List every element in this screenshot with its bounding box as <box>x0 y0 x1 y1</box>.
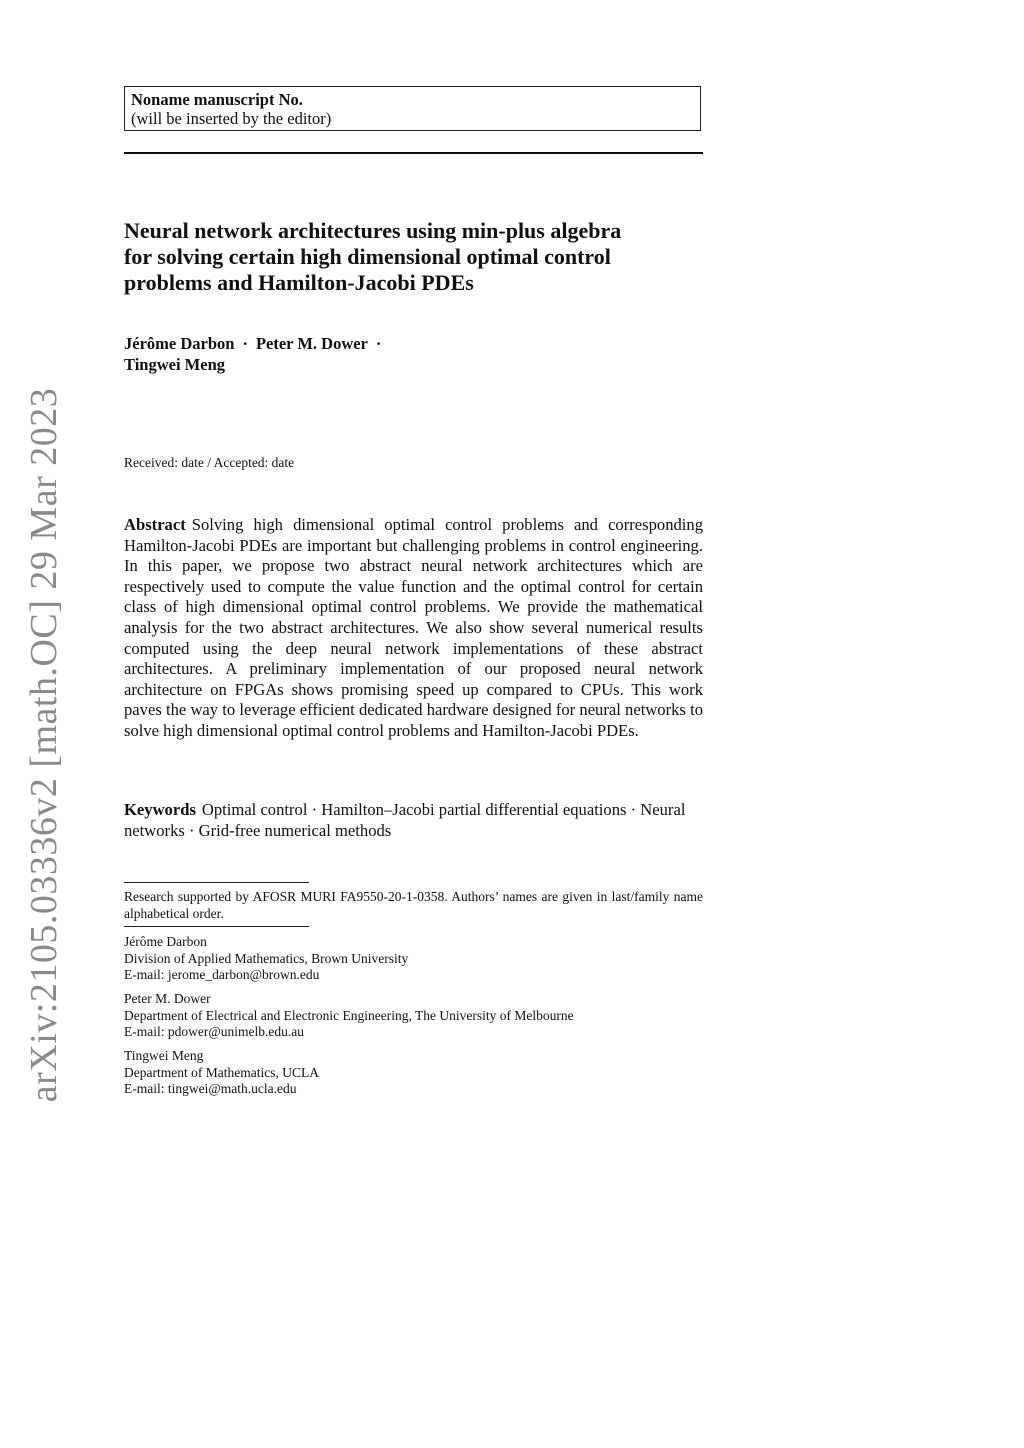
affiliation-dept: Department of Mathematics, UCLA <box>124 1064 319 1080</box>
funding-footnote: Research supported by AFOSR MURI FA9550-20-1-0358. Authors’ names are given in last/family name alphabetical order. <box>124 889 703 921</box>
affiliation-block <box>124 991 703 1041</box>
author-name: Jérôme Darbon <box>124 334 235 353</box>
affiliation-email: E-mail: tingwei@math.ucla.edu <box>124 1081 297 1096</box>
manuscript-header-box <box>124 86 701 131</box>
author-name: Tingwei Meng <box>124 355 225 374</box>
title-line: problems and Hamilton-Jacobi PDEs <box>124 270 474 295</box>
arxiv-identifier: arXiv:2105.03336v2 [math.OC] 29 Mar 2023 <box>23 387 65 1103</box>
affiliation-rule <box>124 926 309 927</box>
footnote-rule <box>124 882 309 883</box>
manuscript-title: Noname manuscript No. <box>131 90 303 109</box>
affiliation-name: Peter M. Dower <box>124 991 211 1006</box>
affiliation-name: Tingwei Meng <box>124 1048 204 1063</box>
title-line: for solving certain high dimensional optimal control <box>124 244 611 269</box>
title-line: Neural network architectures using min-plus algebra <box>124 218 622 243</box>
keywords <box>124 800 703 841</box>
affiliation-block <box>124 1048 703 1098</box>
affiliation-name: Jérôme Darbon <box>124 934 207 949</box>
keywords-label: Keywords <box>124 800 196 819</box>
paper-title <box>124 218 703 296</box>
affiliation-dept: Division of Applied Mathematics, Brown University <box>124 950 409 966</box>
author-separator: · <box>242 334 248 353</box>
affiliation-block <box>124 934 703 984</box>
received-accepted-dates: Received: date / Accepted: date <box>124 455 295 470</box>
keywords-text: Optimal control · Hamilton–Jacobi partial differential equations · Neural networks · Grid-free numerical methods <box>124 800 686 840</box>
header-rule <box>124 152 703 154</box>
abstract-label: Abstract <box>124 515 186 534</box>
author-separator: · <box>375 334 382 353</box>
affiliation-dept: Department of Electrical and Electronic Engineering, The University of Melbourne <box>124 1007 574 1023</box>
author-name: Peter M. Dower <box>255 334 368 353</box>
abstract <box>124 515 703 742</box>
affiliation-email: E-mail: pdower@unimelb.edu.au <box>124 1024 305 1039</box>
affiliation-email: E-mail: jerome_darbon@brown.edu <box>124 967 320 982</box>
author-line-1 <box>124 333 703 354</box>
abstract-text: Solving high dimensional optimal control problems and corresponding Hamilton-Jacobi PDEs are important but challenging problems in control engineering. In this paper, we propose two abstract neural network architectures which are respectively used to compute the value function and the optimal control for certain class of high dimensional optimal control problems. We provide the mathematical analysis for the two abstract architectures. We also show several numerical results computed using the deep neural network implementations of these abstract architectures. A preliminary implementation of our proposed neural network architecture on FPGAs shows promising speed up compared to CPUs. This work paves the way to leverage efficient dedicated hardware designed for neural networks to solve high dimensional optimal control problems and Hamilton-Jacobi PDEs. <box>124 515 703 740</box>
author-list <box>124 333 703 375</box>
manuscript-note: (will be inserted by the editor) <box>131 109 332 128</box>
